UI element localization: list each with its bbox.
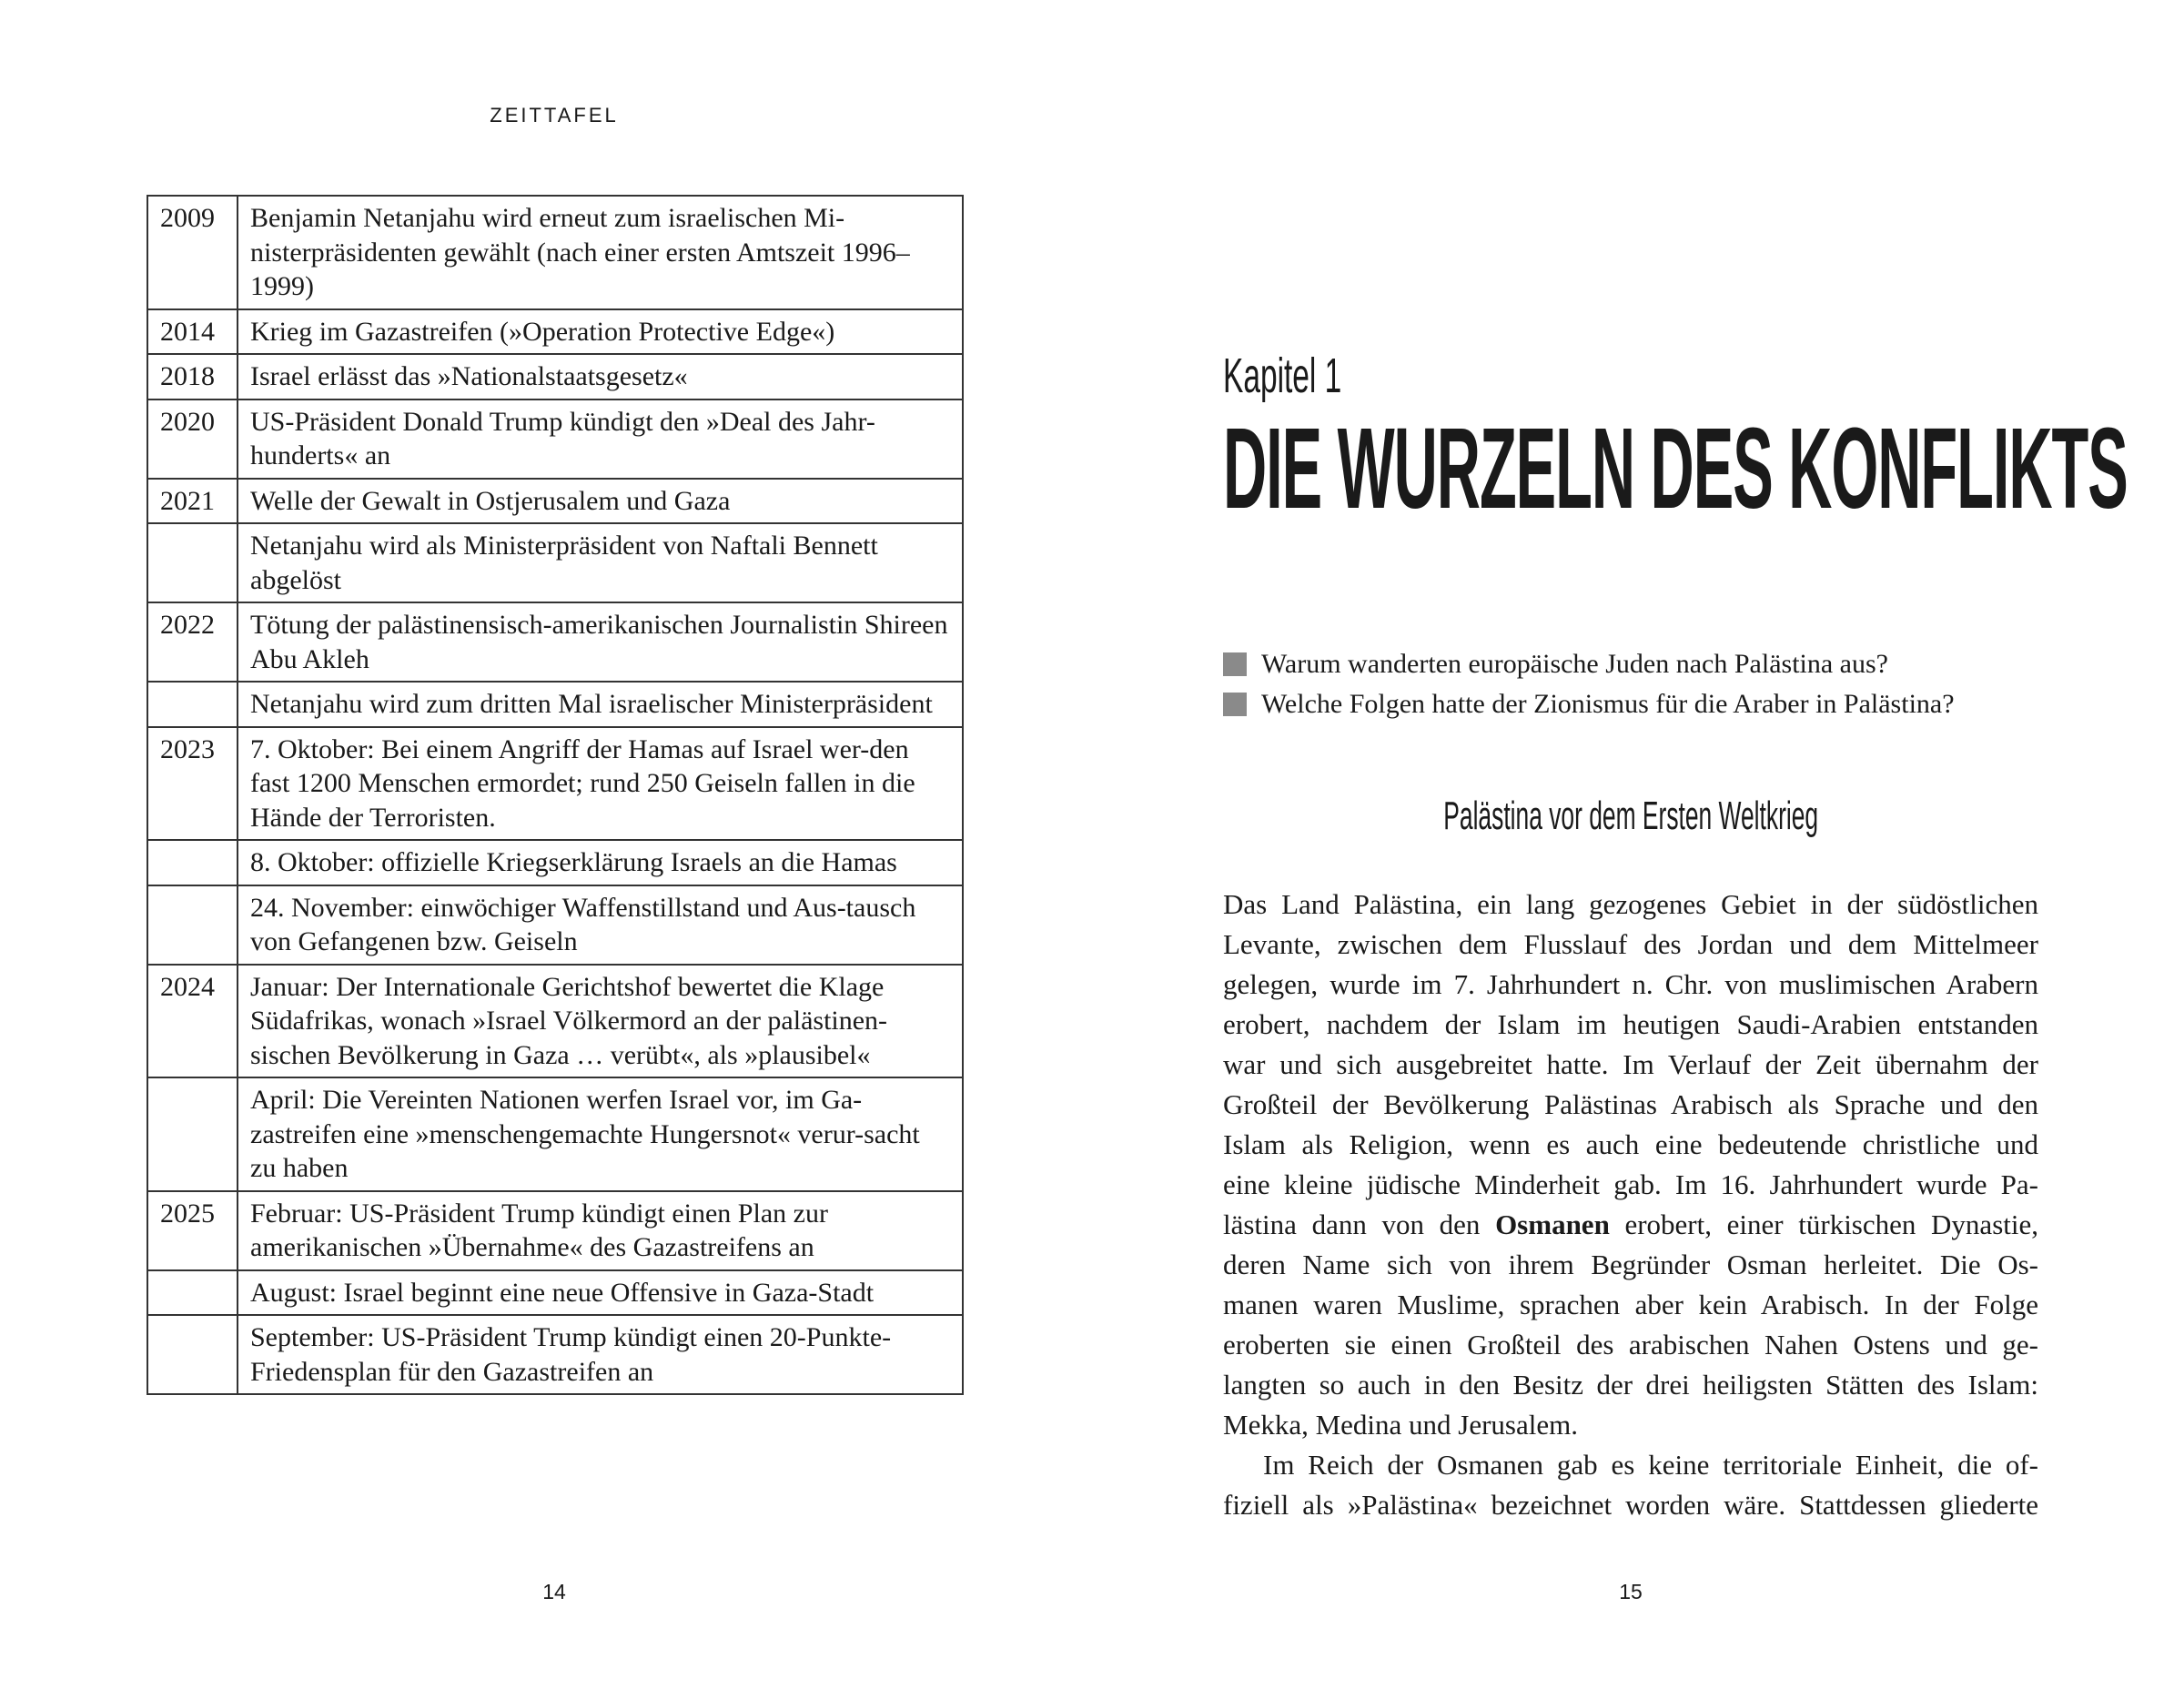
chapter-label: Kapitel 1 [1223, 349, 1342, 403]
body-line: eine kleine jüdische Minderheit gab. Im 16. Jahrhundert wurde Pa- [1223, 1168, 2038, 1200]
body-line: Im Reich der Osmanen gab es keine territoriale Einheit, die of- [1263, 1449, 2038, 1481]
chapter-title: DIE WURZELN DES KONFLIKTS [1223, 404, 2128, 532]
timeline-event: April: Die Vereinten Nationen werfen Israel vor, im Ga-zastreifen eine »menschengemachte Hungersnot« verur-sacht zu haben [238, 1077, 963, 1191]
timeline-event: Februar: US-Präsident Trump kündigt einen Plan zur amerikanischen »Übernahme« des Gazastreifens an [238, 1191, 963, 1270]
question-item [1223, 644, 1955, 684]
body-line: Großteil der Bevölkerung Palästinas Arabisch als Sprache und den [1223, 1088, 2038, 1120]
body-line: deren Name sich von ihrem Begründer Osman herleitet. Die Os- [1223, 1249, 2038, 1280]
body-line: Levante, zwischen dem Flusslauf des Jordan und dem Mittelmeer [1223, 928, 2038, 960]
body-line [1223, 1205, 2038, 1245]
timeline-row [147, 1315, 963, 1394]
body-line: eroberten sie einen Großteil des arabischen Nahen Ostens und ge- [1223, 1329, 2038, 1360]
timeline-year [147, 523, 238, 602]
timeline-event: Tötung der palästinensisch-amerikanischen Journalistin Shireen Abu Akleh [238, 602, 963, 682]
timeline-table [147, 195, 964, 1395]
body-line: manen waren Muslime, sprachen aber kein Arabisch. In der Folge [1223, 1289, 2038, 1320]
timeline-year: 2022 [147, 602, 238, 682]
body-line: langten so auch in den Besitz der drei heiligsten Stätten des Islam: [1223, 1369, 2038, 1401]
section-heading [1223, 794, 2038, 839]
timeline-row [147, 885, 963, 965]
timeline-row [147, 1077, 963, 1191]
timeline-year: 2020 [147, 399, 238, 479]
timeline-year [147, 1315, 238, 1394]
body-line: gelegen, wurde im 7. Jahrhundert n. Chr. von muslimischen Arabern [1223, 968, 2038, 1000]
timeline-row [147, 965, 963, 1078]
body-text-fragment: lästina dann von den [1223, 1209, 1496, 1240]
body-line: Das Land Palästina, ein lang gezogenes Gebiet in der südöstlichen [1223, 888, 2038, 920]
timeline-event: September: US-Präsident Trump kündigt einen 20-Punkte-Friedensplan für den Gazastreifen an [238, 1315, 963, 1394]
page-number-right: 15 [1619, 1580, 1643, 1603]
timeline-row [147, 479, 963, 524]
timeline-event: 7. Oktober: Bei einem Angriff der Hamas auf Israel wer-den fast 1200 Menschen ermordet; rund 250 Geiseln fallen in die Hände der Terroristen. [238, 727, 963, 841]
timeline-event: Benjamin Netanjahu wird erneut zum israelischen Mi-nisterpräsidenten gewählt (nach einer ersten Amtszeit 1996–1999) [238, 196, 963, 309]
timeline-year [147, 1077, 238, 1191]
timeline-row [147, 1270, 963, 1316]
question-text: Warum wanderten europäische Juden nach Palästina aus? [1261, 649, 1888, 679]
timeline-event: Netanjahu wird zum dritten Mal israelischer Ministerpräsident [238, 682, 963, 727]
timeline-year: 2024 [147, 965, 238, 1078]
timeline-year [147, 840, 238, 885]
timeline-row [147, 602, 963, 682]
timeline-row [147, 399, 963, 479]
timeline-event: US-Präsident Donald Trump kündigt den »Deal des Jahr-hunderts« an [238, 399, 963, 479]
timeline-row [147, 354, 963, 399]
timeline-event: August: Israel beginnt eine neue Offensive in Gaza-Stadt [238, 1270, 963, 1316]
timeline-event: Welle der Gewalt in Ostjerusalem und Gaza [238, 479, 963, 524]
body-text [1223, 885, 2038, 1525]
chapter-questions [1223, 644, 1955, 724]
timeline-row [147, 523, 963, 602]
timeline-event: Krieg im Gazastreifen (»Operation Protective Edge«) [238, 309, 963, 355]
timeline-event: 8. Oktober: offizielle Kriegserklärung Israels an die Hamas [238, 840, 963, 885]
timeline-event: Israel erlässt das »Nationalstaatsgesetz« [238, 354, 963, 399]
body-line: Islam als Religion, wenn es auch eine bedeutende christliche und [1223, 1128, 2038, 1160]
question-text: Welche Folgen hatte der Zionismus für die Araber in Palästina? [1261, 689, 1955, 719]
timeline-event: 24. November: einwöchiger Waffenstillstand und Aus-tausch von Gefangenen bzw. Geiseln [238, 885, 963, 965]
timeline-year [147, 885, 238, 965]
timeline-year: 2009 [147, 196, 238, 309]
timeline-row [147, 727, 963, 841]
running-head: ZEITTAFEL [490, 104, 619, 126]
timeline-year: 2025 [147, 1191, 238, 1270]
timeline-year: 2021 [147, 479, 238, 524]
body-line: Mekka, Medina und Jerusalem. [1223, 1409, 1578, 1441]
square-bullet-icon [1223, 693, 1247, 716]
timeline-row [147, 196, 963, 309]
timeline-row [147, 1191, 963, 1270]
timeline-row [147, 840, 963, 885]
timeline-year: 2018 [147, 354, 238, 399]
body-line: fiziell als »Palästina« bezeichnet worden wäre. Stattdessen gliederte [1223, 1489, 2038, 1521]
timeline-year: 2023 [147, 727, 238, 841]
timeline-year [147, 1270, 238, 1316]
body-line: war und sich ausgebreitet hatte. Im Verlauf der Zeit übernahm der [1223, 1048, 2038, 1080]
question-item [1223, 684, 1955, 724]
square-bullet-icon [1223, 652, 1247, 676]
bold-term: Osmanen [1495, 1209, 1610, 1240]
section-heading-text: Palästina vor dem Ersten Weltkrieg [1443, 794, 1818, 838]
timeline-year [147, 682, 238, 727]
body-text-fragment: erobert, einer türkischen Dynastie, [1609, 1209, 2038, 1240]
timeline-event: Netanjahu wird als Ministerpräsident von Naftali Bennett abgelöst [238, 523, 963, 602]
timeline-event: Januar: Der Internationale Gerichtshof bewertet die Klage Südafrikas, wonach »Israel Völkermord an der palästinen-sischen Bevölkerung in Gaza … verübt«, als »plausibel« [238, 965, 963, 1078]
page-number-left: 14 [542, 1580, 566, 1603]
timeline-row [147, 682, 963, 727]
body-line: erobert, nachdem der Islam im heutigen Saudi-Arabien entstanden [1223, 1008, 2038, 1040]
timeline-year: 2014 [147, 309, 238, 355]
timeline-row [147, 309, 963, 355]
